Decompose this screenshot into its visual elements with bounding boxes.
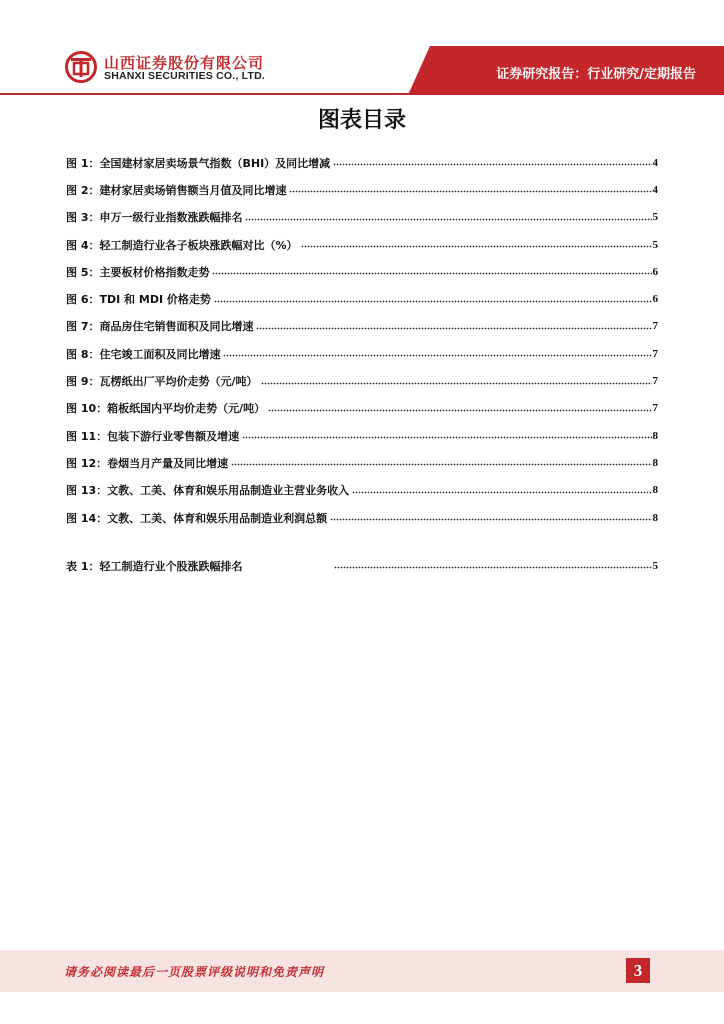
entry-separator: ： — [88, 156, 100, 170]
list-spacer — [66, 531, 658, 552]
figure-entry[interactable] — [66, 149, 658, 176]
dot-leader — [261, 379, 652, 388]
entry-separator: ： — [88, 238, 100, 252]
dot-leader — [242, 433, 651, 442]
dot-leader — [330, 515, 651, 524]
entry-title-text: 瓦楞纸出厂平均价走势（元/吨） — [99, 375, 258, 389]
entry-label: 图 8 — [66, 347, 89, 361]
company-name-en: SHANXI SECURITIES CO., LTD. — [104, 70, 265, 82]
entry-separator: ： — [96, 484, 108, 498]
dot-leader — [301, 242, 652, 251]
entry-title — [66, 400, 267, 416]
figure-entry[interactable] — [66, 477, 658, 504]
entry-title-text: 全国建材家居卖场景气指数（BHI）及同比增减 — [99, 156, 331, 170]
entry-page-number: 8 — [652, 429, 658, 442]
entry-title — [66, 264, 211, 280]
entry-title-text: 申万一级行业指数涨跌幅排名 — [99, 211, 243, 225]
entry-title-text: TDI 和 MDI 价格走势 — [99, 293, 211, 307]
entry-separator: ： — [88, 211, 100, 225]
page-title: 图表目录 — [317, 108, 406, 133]
entry-title-text: 文教、工美、体育和娱乐用品制造业主营业务收入 — [107, 484, 350, 498]
entry-separator: ： — [88, 183, 100, 197]
entry-separator: ： — [96, 429, 108, 443]
entry-title — [66, 182, 288, 198]
entry-title-text: 卷烟当月产量及同比增速 — [107, 456, 229, 470]
dot-leader — [333, 160, 651, 169]
entry-label: 图 5 — [66, 265, 89, 279]
entry-separator: ： — [96, 402, 108, 416]
page-header — [0, 0, 724, 96]
entry-label: 图 11 — [66, 429, 97, 443]
entry-separator: ： — [96, 511, 108, 525]
entry-page-number: 7 — [652, 402, 658, 415]
entry-title — [66, 558, 333, 574]
entry-separator: ： — [88, 347, 100, 361]
dot-leader — [214, 297, 652, 306]
entry-title — [66, 318, 255, 334]
entry-title-text: 轻工制造行业个股涨跌幅排名 — [99, 559, 243, 573]
figure-list — [66, 149, 658, 531]
entry-title-text: 主要板材价格指数走势 — [99, 265, 210, 279]
entry-title-text: 住宅竣工面积及同比增速 — [99, 347, 221, 361]
entry-separator: ： — [88, 320, 100, 334]
entry-separator: ： — [88, 559, 100, 573]
entry-label: 图 7 — [66, 320, 89, 334]
entry-page-number: 7 — [652, 320, 658, 333]
entry-page-number: 8 — [652, 511, 658, 524]
entry-label: 图 3 — [66, 211, 89, 225]
entry-label: 图 13 — [66, 484, 97, 498]
figure-entry[interactable] — [66, 395, 658, 422]
entry-title — [66, 510, 329, 526]
entry-label: 图 12 — [66, 456, 97, 470]
dot-leader — [231, 460, 651, 469]
entry-page-number: 5 — [652, 211, 658, 224]
entry-title-text: 商品房住宅销售面积及同比增速 — [99, 320, 254, 334]
entry-page-number: 7 — [652, 375, 658, 388]
entry-page-number: 6 — [652, 265, 658, 278]
entry-title — [66, 455, 230, 471]
company-name-cn: 山西证券股份有限公司 — [104, 54, 265, 72]
entry-page-number: 5 — [652, 559, 658, 572]
entry-label: 图 6 — [66, 293, 89, 307]
entry-title-text: 文教、工美、体育和娱乐用品制造业利润总额 — [107, 511, 328, 525]
entry-separator: ： — [96, 456, 108, 470]
entry-label: 图 9 — [66, 375, 89, 389]
dot-leader — [245, 215, 651, 224]
company-logo-icon — [65, 51, 97, 83]
entry-title — [66, 291, 213, 307]
entry-title — [66, 373, 260, 389]
entry-page-number: 4 — [652, 183, 658, 196]
entry-label: 图 2 — [66, 183, 89, 197]
entry-separator: ： — [88, 265, 100, 279]
entry-page-number: 5 — [652, 238, 658, 251]
entry-page-number: 7 — [652, 347, 658, 360]
page-number: 3 — [626, 958, 650, 983]
entry-title-text: 轻工制造行业各子板块涨跌幅对比（%） — [99, 238, 298, 252]
entry-separator: ： — [88, 293, 100, 307]
entry-title-text: 包装下游行业零售额及增速 — [107, 429, 240, 443]
figure-entry[interactable] — [66, 231, 658, 258]
entry-title — [66, 346, 222, 362]
entry-label: 图 1 — [66, 156, 89, 170]
entry-title — [66, 482, 351, 498]
dot-leader — [352, 488, 651, 497]
dot-leader — [334, 563, 652, 572]
entry-title — [66, 428, 241, 444]
dot-leader — [268, 406, 651, 415]
figure-entry[interactable] — [66, 449, 658, 476]
entry-page-number: 4 — [652, 156, 658, 169]
entry-separator: ： — [88, 375, 100, 389]
table-entry[interactable] — [66, 552, 658, 579]
entry-title — [66, 209, 244, 225]
dot-leader — [223, 351, 651, 360]
figure-entry[interactable] — [66, 313, 658, 340]
footer-disclaimer: 请务必阅读最后一页股票评级说明和免责声明 — [64, 965, 325, 979]
dot-leader — [212, 269, 651, 278]
entry-title — [66, 155, 332, 171]
figure-entry[interactable] — [66, 504, 658, 531]
entry-label: 表 1 — [66, 559, 89, 573]
figure-entry[interactable] — [66, 204, 658, 231]
figure-entry[interactable] — [66, 422, 658, 449]
entry-page-number: 6 — [652, 293, 658, 306]
entry-title-text: 箱板纸国内平均价走势（元/吨） — [107, 402, 266, 416]
entry-page-number: 8 — [652, 456, 658, 469]
table-list — [66, 552, 658, 579]
figure-entry[interactable] — [66, 285, 658, 312]
table-of-contents — [66, 149, 658, 579]
figure-entry[interactable] — [66, 367, 658, 394]
report-type-label: 证券研究报告：行业研究/定期报告 — [496, 67, 696, 82]
figure-entry[interactable] — [66, 176, 658, 203]
dot-leader — [289, 187, 651, 196]
dot-leader — [256, 324, 651, 333]
entry-label: 图 4 — [66, 238, 89, 252]
entry-title — [66, 237, 300, 253]
entry-title-text: 建材家居卖场销售额当月值及同比增速 — [99, 183, 287, 197]
figure-entry[interactable] — [66, 340, 658, 367]
figure-entry[interactable] — [66, 258, 658, 285]
entry-label: 图 14 — [66, 511, 97, 525]
entry-label: 图 10 — [66, 402, 97, 416]
entry-page-number: 8 — [652, 484, 658, 497]
